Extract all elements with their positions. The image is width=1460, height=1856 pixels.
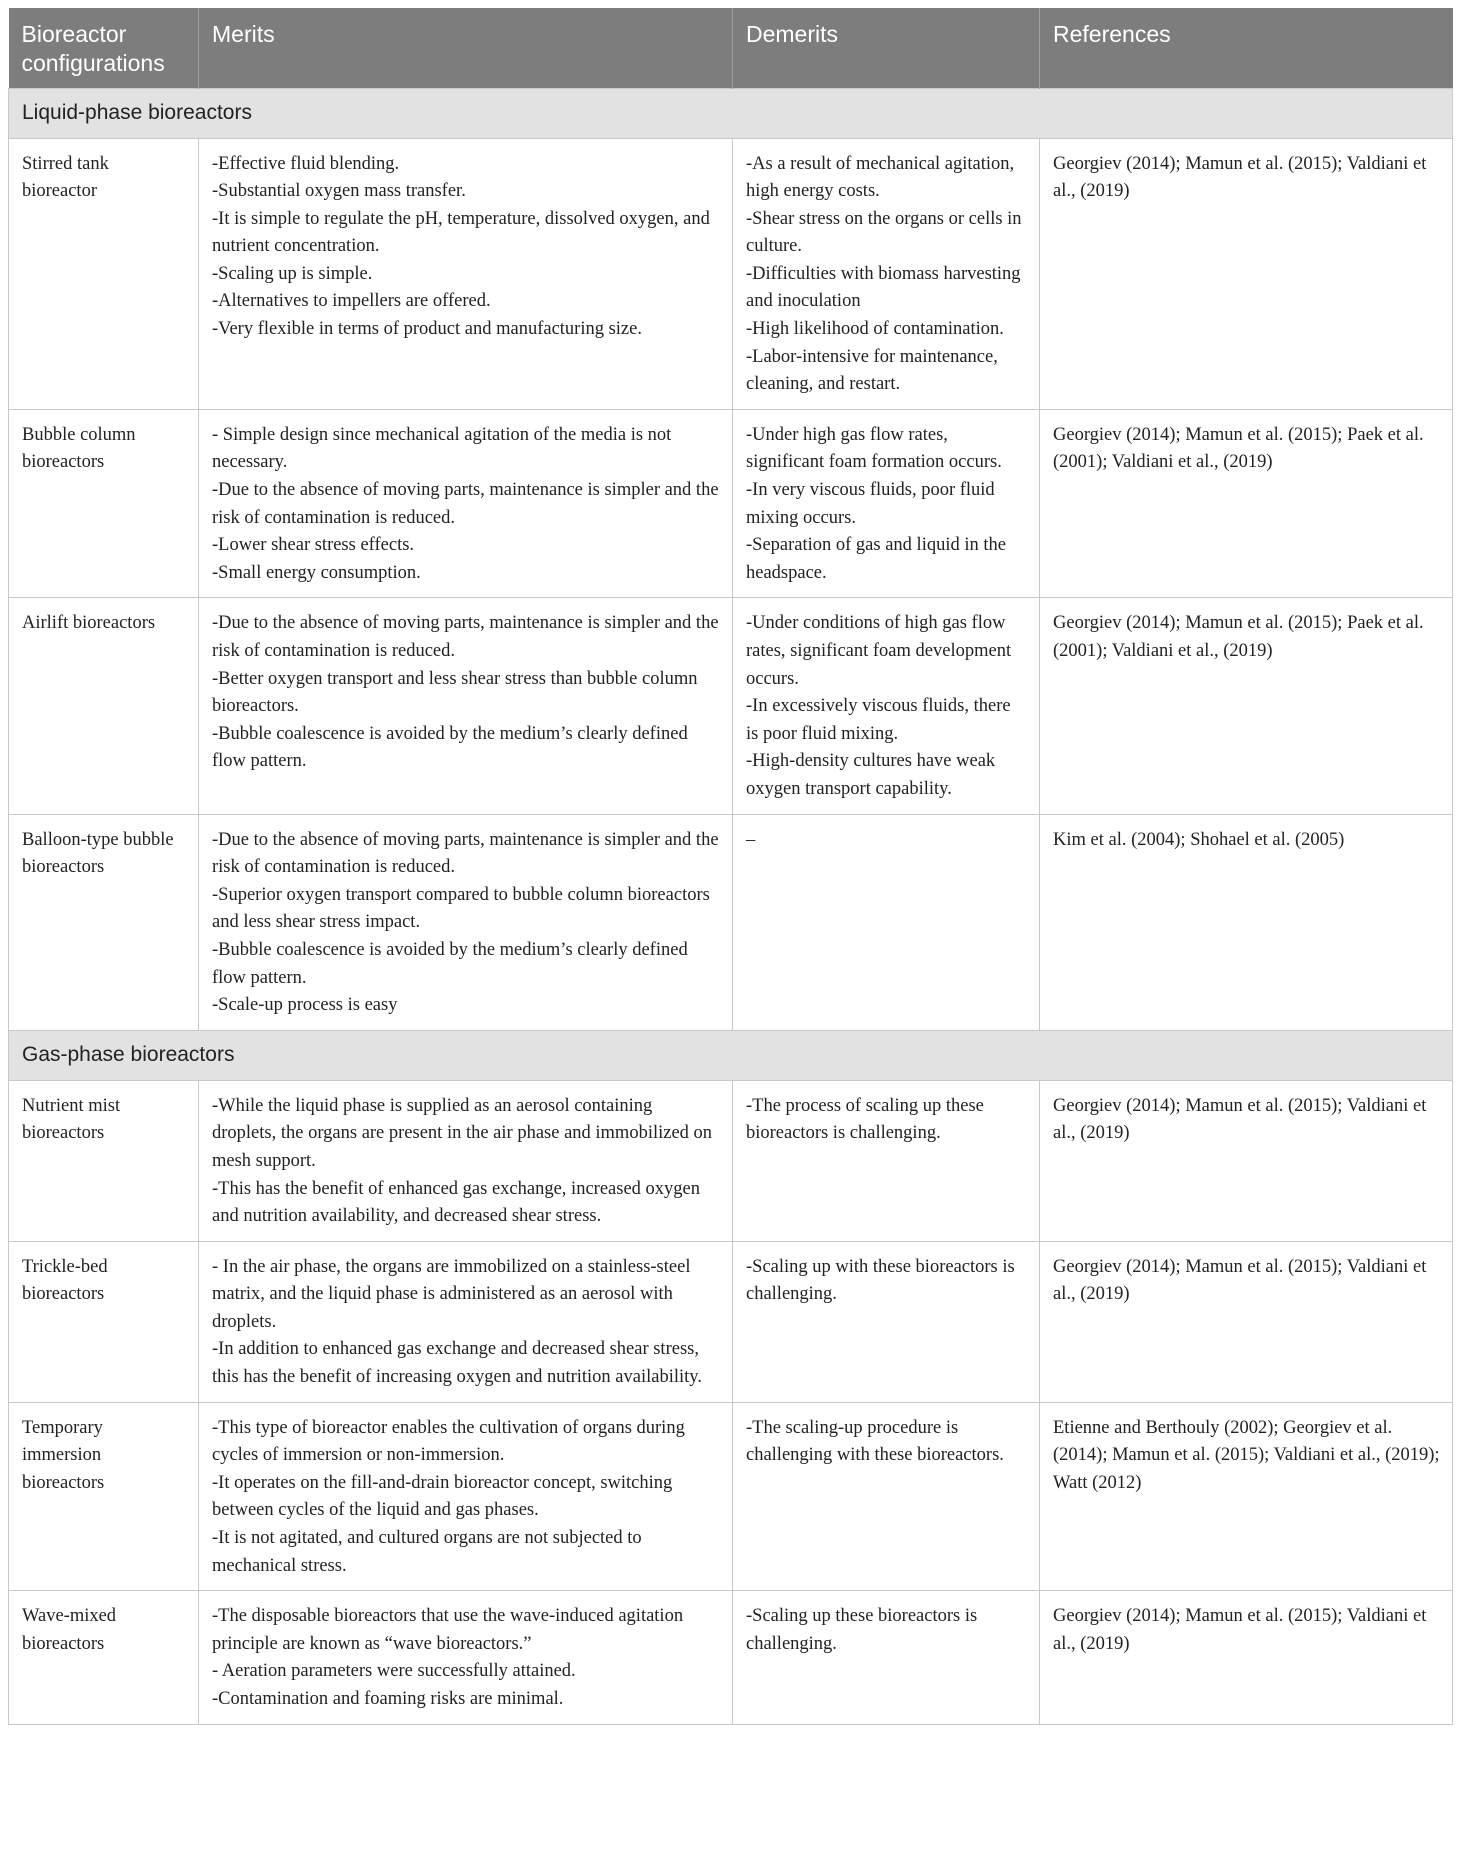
header-merits: Merits — [199, 8, 733, 88]
configuration-cell: Nutrient mist bioreactors — [9, 1080, 199, 1241]
reference-link[interactable]: Mamun et al. (2015) — [1185, 1256, 1338, 1277]
merit-item: -Bubble coalescence is avoided by the medium’s clearly defined flow pattern. — [212, 723, 688, 772]
reference-separator: ; — [1337, 153, 1347, 174]
merit-item: -Alternatives to impellers are offered. — [212, 291, 491, 312]
reference-link[interactable]: Georgiev (2014) — [1053, 153, 1176, 174]
reference-separator: ; — [1337, 613, 1348, 634]
reference-separator: ; — [1337, 1256, 1347, 1277]
reference-link[interactable]: Mamun et al. (2015) — [1185, 1606, 1338, 1627]
references-cell — [1040, 409, 1453, 598]
demerit-item: -The process of scaling up these bioreactors is challenging. — [746, 1095, 984, 1144]
merit-item: -Scaling up is simple. — [212, 263, 373, 284]
demerits-cell — [733, 814, 1040, 1030]
demerit-item: -As a result of mechanical agitation, high energy costs. — [746, 153, 1015, 202]
demerit-item: -Under high gas flow rates, significant foam formation occurs. — [746, 424, 1002, 473]
reference-link[interactable]: Valdiani et al., (2019) — [1053, 1095, 1427, 1144]
reference-link[interactable]: Georgiev (2014) — [1053, 1606, 1176, 1627]
demerits-cell — [733, 409, 1040, 598]
reference-link[interactable]: Valdiani et al., (2019) — [1053, 1256, 1427, 1305]
demerit-item: -In very viscous fluids, poor fluid mixing occurs. — [746, 480, 995, 528]
demerit-item: -The scaling-up procedure is challenging with these bioreactors. — [746, 1417, 1004, 1466]
section-row — [9, 1030, 1453, 1080]
demerit-item: -Scaling up with these bioreactors is challenging. — [746, 1256, 1015, 1305]
demerits-cell — [733, 1241, 1040, 1402]
section-title: Liquid-phase bioreactors — [9, 88, 1453, 138]
reference-link[interactable]: Etienne and Berthouly (2002) — [1053, 1417, 1274, 1438]
reference-link[interactable]: Georgiev (2014) — [1053, 1095, 1176, 1116]
merit-item: -Small energy consumption. — [212, 562, 421, 583]
configuration-cell: Stirred tank bioreactor — [9, 138, 199, 409]
reference-link[interactable]: Georgiev (2014) — [1053, 1256, 1176, 1277]
demerit-item: -In excessively viscous fluids, there is poor fluid mixing. — [746, 696, 1011, 744]
references-cell — [1040, 1080, 1453, 1241]
reference-link[interactable]: Georgiev et al. (2014) — [1053, 1417, 1393, 1466]
references-cell — [1040, 598, 1453, 814]
demerit-item: -Shear stress on the organs or cells in culture. — [746, 208, 1022, 257]
reference-link[interactable]: Mamun et al. (2015) — [1185, 613, 1338, 634]
demerits-cell — [733, 138, 1040, 409]
merits-cell — [199, 138, 733, 409]
demerits-cell — [733, 1080, 1040, 1241]
table-row — [9, 138, 1453, 409]
merits-cell — [199, 1080, 733, 1241]
reference-link[interactable]: Valdiani et al., (2019) — [1053, 153, 1427, 202]
configuration-cell: Wave-mixed bioreactors — [9, 1591, 199, 1724]
demerit-item: – — [746, 829, 756, 850]
merit-item: - In the air phase, the organs are immobilized on a stainless-steel matrix, and the liquid phase is administered as an aerosol with droplets. — [212, 1256, 691, 1332]
reference-link[interactable]: Valdiani et al., (2019) — [1111, 452, 1273, 473]
merit-item: -Effective fluid blending. — [212, 153, 400, 174]
merit-item: -Due to the absence of moving parts, maintenance is simpler and the risk of contamination is reduced. — [212, 480, 719, 528]
reference-separator: ; — [1180, 829, 1191, 850]
reference-link[interactable]: Mamun et al. (2015) — [1112, 1445, 1265, 1466]
reference-separator: ; — [1264, 1445, 1274, 1466]
table-row — [9, 409, 1453, 598]
demerit-item: -Difficulties with biomass harvesting and inoculation — [746, 263, 1021, 312]
table-row — [9, 1241, 1453, 1402]
merit-item: -Scale-up process is easy — [212, 995, 398, 1016]
header-row — [9, 8, 1453, 88]
merit-item: -It is simple to regulate the pH, temperature, dissolved oxygen, and nutrient concentration. — [212, 208, 710, 257]
demerits-cell — [733, 1402, 1040, 1591]
configuration-cell: Airlift bioreactors — [9, 598, 199, 814]
reference-separator: ; — [1337, 1606, 1347, 1627]
reference-separator: ; — [1434, 1445, 1440, 1466]
table-body — [9, 88, 1453, 1724]
demerit-item: -High likelihood of contamination. — [746, 319, 1004, 340]
merit-item: -While the liquid phase is supplied as an aerosol containing droplets, the organs are present in the air phase and immobilized on mesh support. — [212, 1095, 713, 1171]
references-cell — [1040, 1402, 1453, 1591]
reference-separator: ; — [1175, 613, 1186, 634]
references-cell — [1040, 814, 1453, 1030]
merit-item: -In addition to enhanced gas exchange and decreased shear stress, this has the benefit of increasing oxygen and nutrition availability. — [212, 1339, 702, 1388]
reference-link[interactable]: Mamun et al. (2015) — [1185, 1095, 1338, 1116]
merit-item: -This type of bioreactor enables the cultivation of organs during cycles of immersion or non-immersion. — [212, 1417, 685, 1466]
references-cell — [1040, 1591, 1453, 1724]
reference-link[interactable]: Watt (2012) — [1053, 1472, 1142, 1493]
reference-separator: ; — [1175, 1256, 1186, 1277]
merits-cell — [199, 1402, 733, 1591]
demerit-item: -Scaling up these bioreactors is challenging. — [746, 1606, 978, 1654]
merit-item: -The disposable bioreactors that use the wave-induced agitation principle are known as “wave bioreactors.” — [212, 1606, 684, 1654]
table-row — [9, 814, 1453, 1030]
reference-separator: ; — [1175, 1095, 1186, 1116]
merit-item: -Superior oxygen transport compared to bubble column bioreactors and less shear stress impact. — [212, 884, 710, 933]
reference-link[interactable]: Georgiev (2014) — [1053, 424, 1176, 445]
demerit-item: -Under conditions of high gas flow rates, significant foam development occurs. — [746, 613, 1012, 689]
merit-item: - Aeration parameters were successfully attained. — [212, 1661, 576, 1682]
reference-link[interactable]: Georgiev (2014) — [1053, 613, 1176, 634]
header-configurations: Bioreactor configurations — [9, 8, 199, 88]
reference-link[interactable]: Paek et al. (2001) — [1053, 424, 1424, 473]
configuration-cell: Balloon-type bubble bioreactors — [9, 814, 199, 1030]
merits-cell — [199, 598, 733, 814]
table-header — [9, 8, 1453, 88]
reference-separator: ; — [1175, 153, 1186, 174]
configuration-cell: Bubble column bioreactors — [9, 409, 199, 598]
header-demerits: Demerits — [733, 8, 1040, 88]
reference-separator: ; — [1175, 1606, 1186, 1627]
demerit-item: -Labor-intensive for maintenance, cleaning, and restart. — [746, 346, 998, 395]
reference-separator: ; — [1175, 424, 1186, 445]
demerits-cell — [733, 598, 1040, 814]
merits-cell — [199, 409, 733, 598]
merit-item: -It operates on the fill-and-drain bioreactor concept, switching between cycles of the liquid and gas phases. — [212, 1472, 673, 1521]
demerit-item: -Separation of gas and liquid in the headspace. — [746, 535, 1006, 583]
table-row — [9, 598, 1453, 814]
reference-separator: ; — [1337, 424, 1348, 445]
reference-link[interactable]: Mamun et al. (2015) — [1185, 153, 1338, 174]
merit-item: -Due to the absence of moving parts, maintenance is simpler and the risk of contamination is reduced. — [212, 613, 719, 661]
section-row — [9, 88, 1453, 138]
merit-item: -It is not agitated, and cultured organs are not subjected to mechanical stress. — [212, 1528, 642, 1576]
configuration-cell: Temporary immersion bioreactors — [9, 1402, 199, 1591]
merit-item: -This has the benefit of enhanced gas exchange, increased oxygen and nutrition availability, and decreased shear stress. — [212, 1178, 700, 1227]
reference-link[interactable]: Valdiani et al., (2019) — [1053, 1606, 1427, 1654]
table-row — [9, 1402, 1453, 1591]
configuration-cell: Trickle-bed bioreactors — [9, 1241, 199, 1402]
merit-item: -Bubble coalescence is avoided by the medium’s clearly defined flow pattern. — [212, 939, 688, 988]
reference-link[interactable]: Paek et al. (2001) — [1053, 613, 1424, 661]
reference-separator: ; — [1337, 1095, 1347, 1116]
merit-item: -Lower shear stress effects. — [212, 535, 415, 556]
reference-separator: ; — [1102, 641, 1112, 661]
header-references: References — [1040, 8, 1453, 88]
merits-cell — [199, 1241, 733, 1402]
merit-item: -Due to the absence of moving parts, maintenance is simpler and the risk of contamination is reduced. — [212, 829, 719, 878]
reference-link[interactable]: Valdiani et al., (2019) — [1273, 1445, 1435, 1466]
merit-item: -Contamination and foaming risks are minimal. — [212, 1689, 564, 1709]
demerits-cell — [733, 1591, 1040, 1724]
merit-item: -Substantial oxygen mass transfer. — [212, 181, 466, 202]
reference-separator: ; — [1102, 452, 1112, 473]
table-row — [9, 1080, 1453, 1241]
table-row — [9, 1591, 1453, 1724]
merit-item: - Simple design since mechanical agitation of the media is not necessary. — [212, 424, 672, 473]
references-cell — [1040, 1241, 1453, 1402]
reference-link[interactable]: Valdiani et al., (2019) — [1111, 641, 1273, 661]
references-cell — [1040, 138, 1453, 409]
reference-link[interactable]: Mamun et al. (2015) — [1185, 424, 1338, 445]
merit-item: -Better oxygen transport and less shear stress than bubble column bioreactors. — [212, 668, 698, 717]
reference-separator: ; — [1273, 1417, 1284, 1438]
demerit-item: -High-density cultures have weak oxygen transport capability. — [746, 751, 996, 799]
merits-cell — [199, 1591, 733, 1724]
reference-link[interactable]: Shohael et al. (2005) — [1190, 829, 1345, 850]
reference-link[interactable]: Kim et al. (2004) — [1053, 829, 1181, 850]
merits-cell — [199, 814, 733, 1030]
bioreactor-comparison-table — [8, 8, 1453, 1725]
merit-item: -Very flexible in terms of product and manufacturing size. — [212, 319, 642, 340]
reference-separator: ; — [1102, 1445, 1113, 1466]
section-title: Gas-phase bioreactors — [9, 1030, 1453, 1080]
